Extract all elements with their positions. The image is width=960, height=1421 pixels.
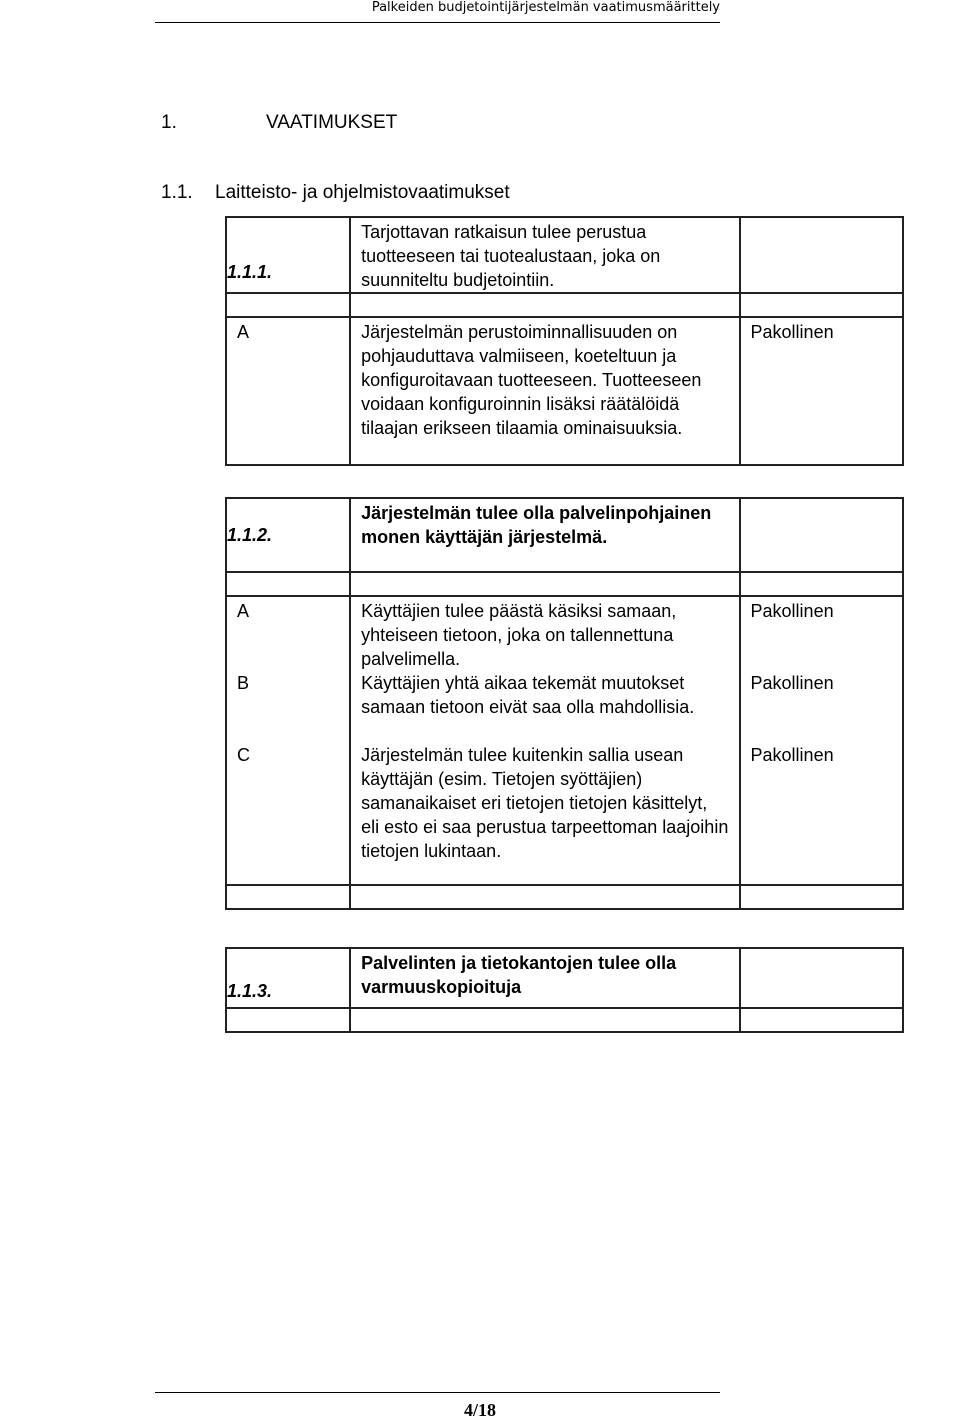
spacer-row	[226, 293, 903, 317]
section-number-text: 1.1.2.	[227, 525, 273, 545]
section-priority-empty	[740, 498, 903, 572]
heading-level-1	[161, 112, 397, 134]
spacer-row	[226, 572, 903, 596]
footer-rule	[155, 1392, 720, 1393]
requirement-row	[226, 596, 903, 671]
spacer-row	[226, 1008, 903, 1032]
requirement-text: Käyttäjien yhtä aikaa tekemät muutokset samaan tietoon eivät saa olla mahdollisia.	[350, 671, 739, 743]
section-number	[226, 948, 350, 1008]
section-number	[226, 498, 350, 572]
section-title-row	[226, 498, 903, 572]
requirement-text: Käyttäjien tulee päästä käsiksi samaan, yhteiseen tietoon, joka on tallennettuna palvelimella.	[350, 596, 739, 671]
requirement-id: A	[226, 596, 350, 671]
spacer-row	[226, 885, 903, 909]
requirement-row	[226, 671, 903, 743]
heading-1-number: 1.	[161, 112, 177, 133]
section-priority-empty	[740, 948, 903, 1008]
requirement-priority: Pakollinen	[740, 743, 903, 885]
section-title: Tarjottavan ratkaisun tulee perustua tuotteeseen tai tuotealustaan, joka on suunniteltu budjetointiin.	[350, 217, 739, 293]
requirement-id: A	[226, 317, 350, 465]
requirement-id: B	[226, 671, 350, 743]
section-title-row	[226, 948, 903, 1008]
running-header	[155, 0, 720, 23]
requirement-table-1-1-3	[225, 947, 904, 1033]
section-number-text: 1.1.3.	[227, 981, 273, 1001]
page-number: 4/18	[463, 1400, 496, 1420]
heading-level-2	[161, 182, 510, 204]
requirement-id: C	[226, 743, 350, 885]
running-title: Palkeiden budjetointijärjestelmän vaatimusmäärittely	[371, 0, 720, 15]
heading-2-number: 1.1.	[161, 182, 193, 203]
requirement-row	[226, 317, 903, 465]
requirement-priority: Pakollinen	[740, 317, 903, 465]
section-title-row	[226, 217, 903, 293]
section-number	[226, 217, 350, 293]
requirement-text: Järjestelmän perustoiminnallisuuden on pohjauduttava valmiiseen, koeteltuun ja konfiguroitavaan tuotteeseen. Tuotteeseen voidaan konfiguroinnin lisäksi räätälöidä tilaajan erikseen tilaamia ominaisuuksia.	[350, 317, 739, 465]
section-number-text: 1.1.1.	[227, 262, 273, 282]
section-title: Järjestelmän tulee olla palvelinpohjainen monen käyttäjän järjestelmä.	[350, 498, 739, 572]
requirement-priority: Pakollinen	[740, 596, 903, 671]
heading-1-text: VAATIMUKSET	[266, 112, 398, 133]
requirement-text: Järjestelmän tulee kuitenkin sallia usean käyttäjän (esim. Tietojen syöttäjien) samanaikaiset eri tietojen tietojen käsittelyt, eli esto ei saa perustua tarpeettoman laajoihin tietojen lukintaan.	[350, 743, 739, 885]
requirement-table-1-1-1	[225, 216, 904, 466]
requirement-table-1-1-2	[225, 497, 904, 910]
section-title: Palvelinten ja tietokantojen tulee olla varmuuskopioituja	[350, 948, 739, 1008]
section-priority-empty	[740, 217, 903, 293]
requirement-row	[226, 743, 903, 885]
requirement-priority: Pakollinen	[740, 671, 903, 743]
heading-2-text: Laitteisto- ja ohjelmistovaatimukset	[215, 182, 510, 203]
